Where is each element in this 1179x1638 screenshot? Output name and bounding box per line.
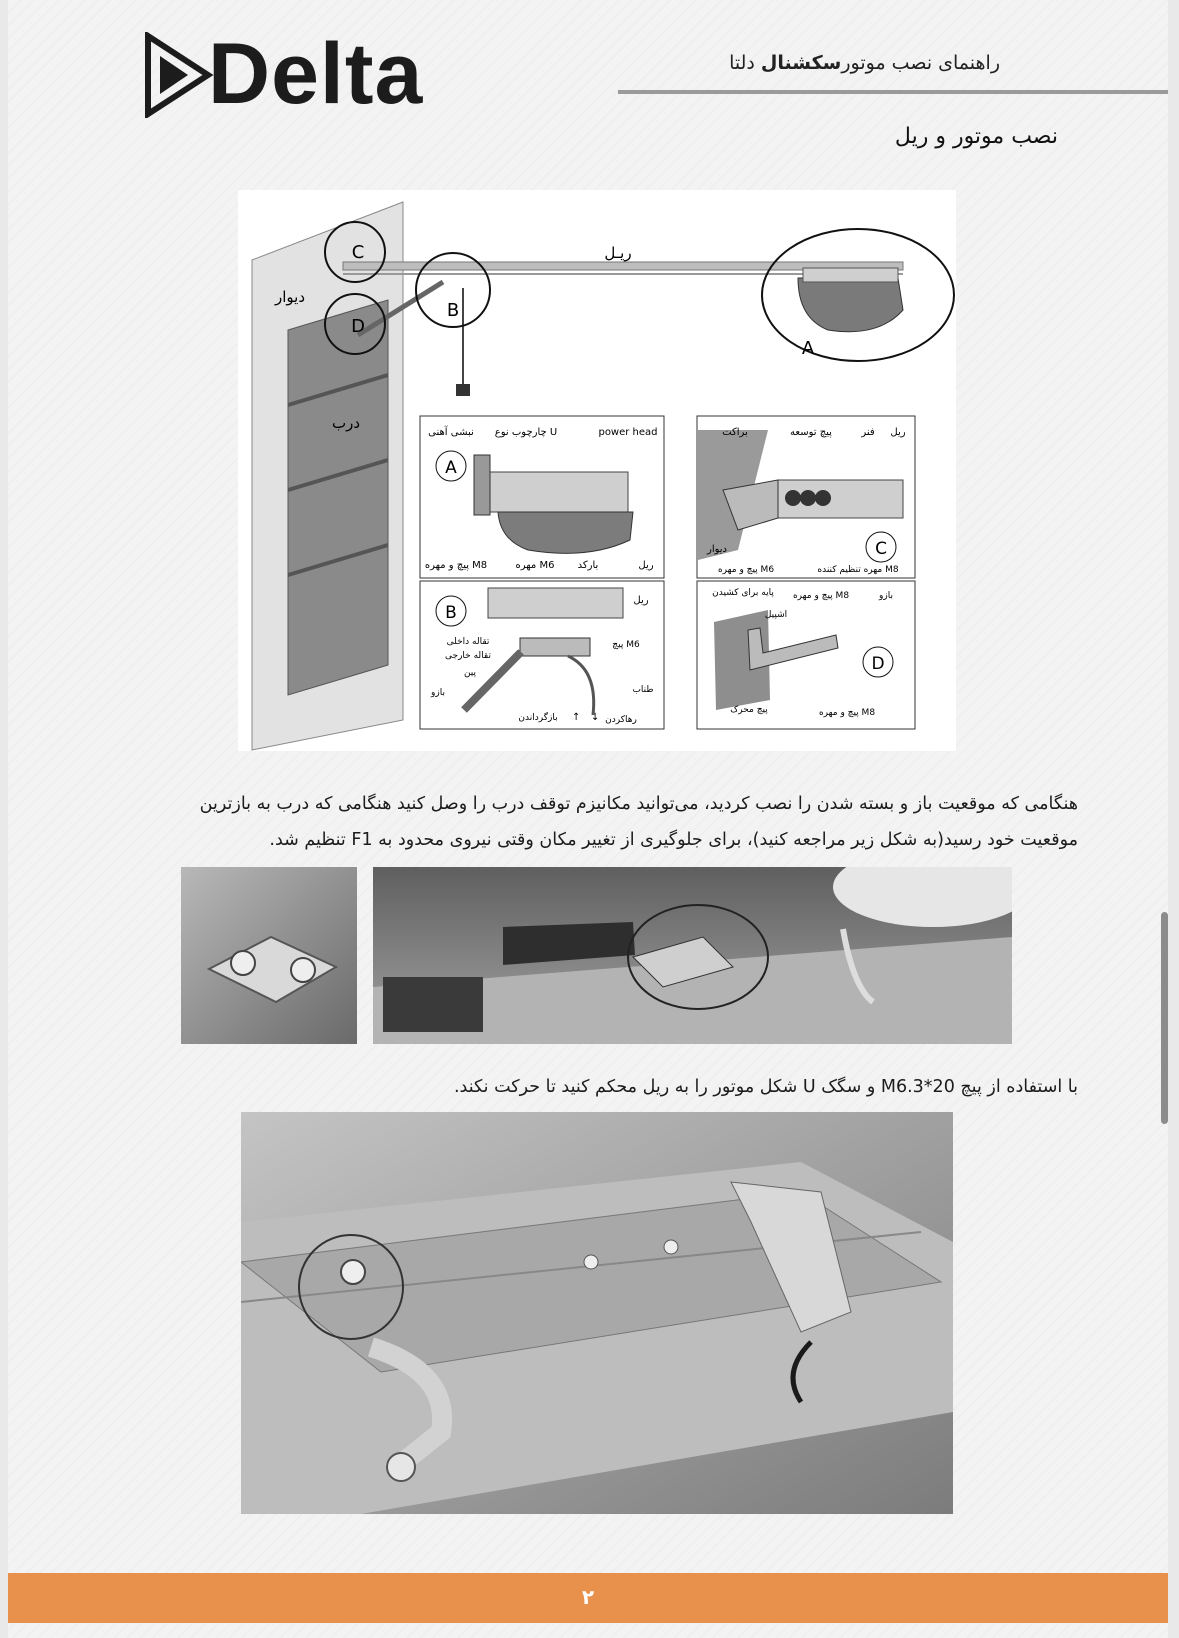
header-title	[729, 52, 1000, 74]
label-c: C	[351, 242, 365, 263]
arrow-up-icon: ↑	[572, 712, 581, 723]
panel-a-angle-iron: نبشی آهنی	[428, 427, 474, 438]
panel-a-u-frame: چارچوب نوع U	[494, 427, 558, 438]
panel-a-nut-m6: مهره M6	[515, 560, 555, 571]
panel-b-arm: بازو	[431, 688, 445, 698]
header-title-prefix: راهنمای نصب موتور	[841, 52, 1000, 74]
panel-a-power-head: power head	[598, 427, 658, 438]
panel-b-return: بازگرداندن	[518, 713, 558, 723]
arrow-down-icon: ↓	[591, 712, 600, 723]
door-shape	[288, 300, 388, 695]
installation-diagram-svg	[238, 190, 956, 751]
panel-b-letter: B	[445, 603, 457, 623]
footer-bar	[8, 1573, 1168, 1623]
delta-logo	[144, 26, 444, 122]
play-arrow-logo-icon	[144, 32, 214, 118]
panel-a-letter: A	[445, 458, 457, 478]
page-number: ۲	[581, 1585, 595, 1609]
panel-d-pull-base: پایه برای کشیدن	[712, 588, 774, 598]
installation-diagram	[238, 190, 956, 751]
panel-b	[420, 581, 664, 729]
panel-a-barcode: بارکد	[577, 560, 599, 571]
panel-b-rope: طناب	[632, 685, 654, 695]
panel-c-rail: ریل	[890, 427, 906, 438]
panel-b-rail: ریل	[633, 595, 649, 606]
panel-a-bolt-m8: پیچ و مهره M8	[424, 560, 488, 571]
u-clamp-photo	[241, 1112, 953, 1514]
panel-c-wall: دیوار	[706, 544, 728, 555]
panel-d-drive-bolt: پیچ محرک	[730, 705, 768, 715]
panel-c-letter: C	[875, 539, 887, 559]
panel-d-letter: D	[871, 654, 885, 674]
label-rail: ریـل	[604, 244, 632, 262]
instruction-paragraph-2: با استفاده از پیچ M6.3*20 و سگک U شکل موتور را به ریل محکم کنید تا حرکت نکند.	[453, 1077, 1078, 1097]
panel-b-outer-trolley: تقاله خارجی	[445, 651, 491, 661]
panel-d	[697, 581, 915, 729]
document-page	[8, 0, 1168, 1638]
stop-bracket-photo	[181, 867, 357, 1044]
logo-text: Delta	[208, 26, 424, 122]
panel-b-pin: پین	[463, 668, 477, 678]
label-door: درب	[331, 414, 361, 432]
panel-b-bolt-m6: پیچ M6	[612, 640, 640, 650]
panel-b-release: رهاکردن	[605, 715, 637, 725]
label-wall: دیوار	[274, 288, 306, 306]
panel-c-bolt-m6: پیچ و مهره M6	[717, 565, 775, 575]
section-title: نصب موتور و ریل	[894, 124, 1058, 149]
label-b: B	[446, 300, 460, 321]
label-a: A	[801, 338, 815, 359]
header-divider	[618, 90, 1168, 94]
header-title-suffix: دلتا	[729, 52, 761, 74]
panel-c	[697, 416, 915, 578]
panel-d-bolt-m8-top: پیچ و مهره M8	[792, 591, 850, 601]
panel-c-ext-bolt: پیچ توسعه	[790, 427, 832, 438]
instruction-paragraph-1: هنگامی که موقعیت باز و بسته شدن را نصب کردید، می‌توانید مکانیزم توقف درب را وصل کنید هنگامی که درب به بازترین موقعیت خود رسید(به شکل زیر مراجعه کنید)، برای جلوگیری از تغییر مکان وقتی نیروی محدود به F1 تنظیم شد.	[199, 794, 1078, 850]
label-d: D	[351, 316, 365, 337]
header-title-bold: سکشنال	[760, 52, 842, 74]
motor-shape	[798, 278, 903, 332]
panel-b-inner-trolley: تقاله داخلی	[446, 637, 490, 647]
panel-d-bolt-m8-bottom: پیچ و مهره M8	[818, 708, 876, 718]
panel-d-arm: بازو	[879, 591, 893, 601]
stop-mechanism-photo	[373, 867, 1012, 1044]
panel-a	[420, 416, 664, 578]
panel-c-adj-nut: مهره تنظیم کننده M8	[817, 565, 899, 575]
panel-c-spring: فنر	[861, 427, 875, 438]
scrollbar-thumb[interactable]	[1161, 912, 1168, 1124]
panel-c-bracket: براکت	[722, 427, 748, 438]
panel-a-rail: ریل	[638, 560, 654, 571]
panel-d-pin: اشپیل	[764, 610, 788, 620]
